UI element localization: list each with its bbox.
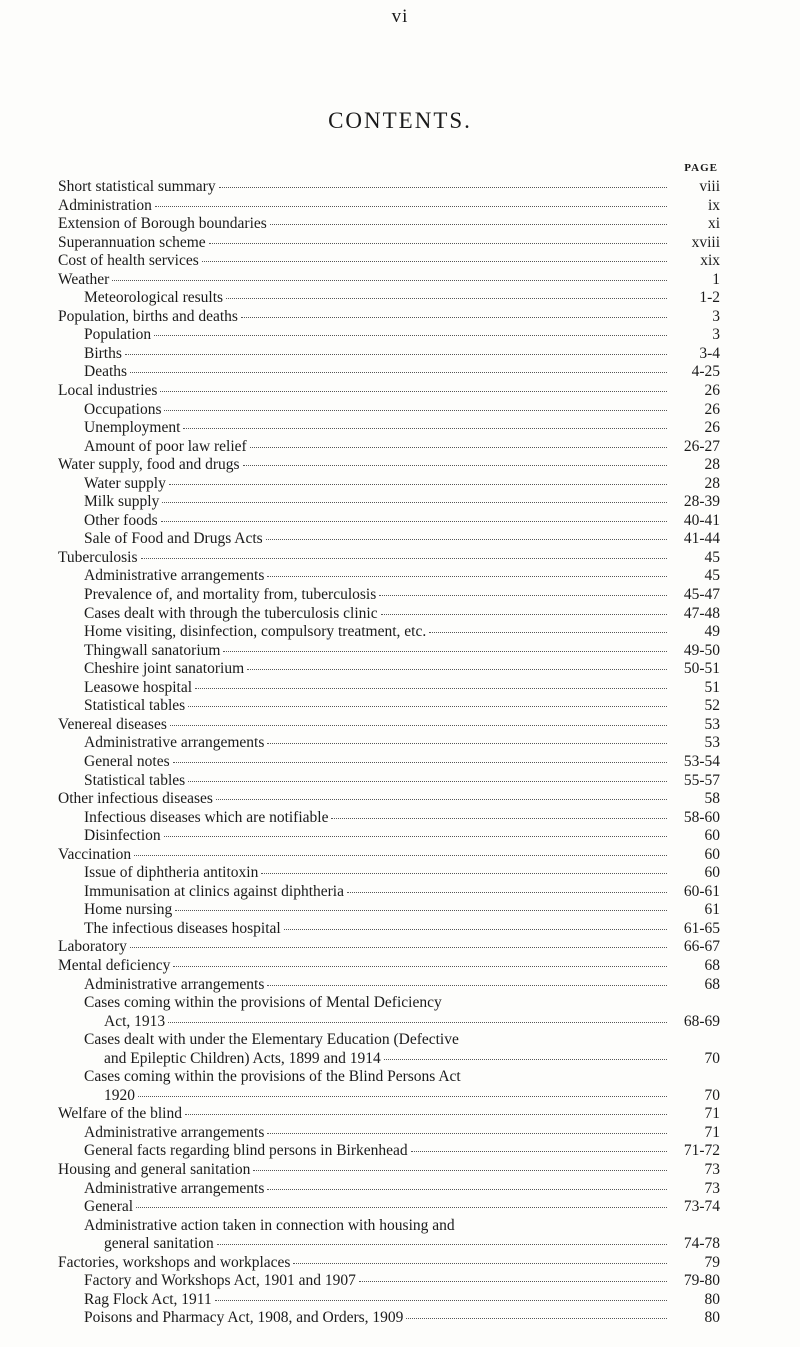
dot-leader	[293, 1263, 667, 1264]
dot-leader	[406, 1318, 667, 1319]
toc-entry-page: 60	[704, 827, 720, 845]
toc-entry-title: Occupations	[84, 400, 162, 418]
dot-leader	[217, 1244, 667, 1245]
toc-entry-page: 26-27	[683, 437, 720, 455]
dot-leader	[195, 688, 667, 689]
toc-entry	[58, 772, 720, 791]
toc-entry-title: Act, 1913	[104, 1012, 166, 1030]
dot-leader	[161, 521, 667, 522]
dot-leader	[130, 372, 667, 373]
dot-leader	[381, 614, 667, 615]
toc-entry-title: Population, births and deaths	[58, 307, 238, 325]
toc-entry-title: Laboratory	[58, 938, 127, 956]
toc-entry-title: Population	[84, 326, 152, 344]
toc-entry-page: 4-25	[691, 363, 720, 381]
dot-leader	[253, 1170, 667, 1171]
toc-entry-page: viii	[699, 178, 720, 195]
toc-entry-title: Infectious diseases which are notifiable	[84, 808, 329, 826]
toc-entry-page: 79-80	[683, 1272, 720, 1290]
toc-entry	[58, 1161, 720, 1180]
toc-entry-title: Cases dealt with under the Elementary Education (Defective	[84, 1031, 459, 1049]
toc-entry-title: General facts regarding blind persons in Birkenhead	[84, 1142, 408, 1160]
page-column-label: PAGE	[684, 162, 718, 174]
toc-entry-title: Sale of Food and Drugs Acts	[84, 530, 263, 548]
dot-leader	[347, 892, 667, 893]
toc-entry-title: Cases coming within the provisions of the Blind Persons Act	[84, 1068, 461, 1086]
toc-entry-page: 58-60	[683, 808, 720, 826]
toc-entry-title: General notes	[84, 752, 170, 770]
toc-entry-title: Other foods	[84, 511, 158, 529]
page-title: CONTENTS.	[328, 108, 472, 133]
toc-entry-page: 49	[704, 623, 720, 641]
toc-entry-title: Factories, workshops and workplaces	[58, 1253, 291, 1271]
dot-leader	[266, 539, 667, 540]
toc-entry-title: Cases dealt with through the tuberculosis clinic	[84, 604, 378, 622]
toc-entry-title: Statistical tables	[84, 697, 186, 715]
toc-entry	[58, 734, 720, 753]
dot-leader	[379, 595, 667, 596]
toc-entry	[58, 901, 720, 920]
toc-entry-title: Administrative action taken in connection with housing and	[84, 1216, 455, 1234]
toc-entry	[58, 475, 720, 494]
dot-leader	[359, 1281, 667, 1282]
toc-entry	[58, 438, 720, 457]
toc-entry-page: 49-50	[683, 641, 720, 659]
toc-entry-page: 50-51	[683, 660, 720, 678]
dot-leader	[411, 1151, 667, 1152]
toc-entry-title: Thingwall sanatorium	[84, 641, 221, 659]
toc-entry	[58, 401, 720, 420]
toc-entry-page: 3	[712, 307, 720, 325]
toc-entry-page: 40-41	[683, 511, 720, 529]
toc-entry-page: 45	[704, 548, 720, 566]
toc-entry-page: 70	[704, 1086, 720, 1104]
toc-entry-title: Cases coming within the provisions of Mental Deficiency	[84, 994, 442, 1012]
dot-leader	[138, 1096, 667, 1097]
toc-entry-page: 1	[712, 270, 720, 288]
dot-leader	[170, 725, 667, 726]
toc-entry-page: 71	[704, 1105, 720, 1123]
toc-entry	[58, 1031, 720, 1050]
toc-entry	[58, 363, 720, 382]
dot-leader	[175, 910, 667, 911]
toc-entry-title: The infectious diseases hospital	[84, 919, 281, 937]
toc-entry-page: 74-78	[683, 1235, 720, 1253]
toc-entry-title: Home visiting, disinfection, compulsory treatment, etc.	[84, 623, 427, 641]
toc-entry-title: Superannuation scheme	[58, 233, 206, 251]
toc-entry-title: Home nursing	[84, 901, 173, 919]
toc-entry-page: 55-57	[683, 771, 720, 789]
toc-entry	[58, 345, 720, 364]
toc-entry-title: Local industries	[58, 382, 158, 400]
toc-entry-title: Meteorological results	[84, 289, 224, 307]
toc-entry-title: Births	[84, 344, 122, 362]
toc-entry	[58, 883, 720, 902]
page-number: vi	[391, 6, 409, 27]
dot-leader	[261, 873, 667, 874]
toc-entry-title: 1920	[104, 1086, 135, 1104]
toc-entry-title: Extension of Borough boundaries	[58, 215, 267, 233]
toc-entry-title: Administrative arrangements	[84, 975, 265, 993]
toc-entry-page: 53	[704, 734, 720, 752]
dot-leader	[209, 243, 667, 244]
toc-entry-page: 73-74	[683, 1198, 720, 1216]
toc-entry	[58, 419, 720, 438]
toc-entry-title: Amount of poor law relief	[84, 437, 247, 455]
dot-leader	[125, 354, 667, 355]
toc-entry-page: 28	[704, 456, 720, 474]
toc-entry-page: 70	[704, 1049, 720, 1067]
toc-entry	[58, 1235, 720, 1254]
toc-entry	[58, 586, 720, 605]
toc-entry-page: 68	[704, 975, 720, 993]
dot-leader	[241, 317, 667, 318]
dot-leader	[134, 855, 667, 856]
toc-entry	[58, 846, 720, 865]
toc-entry	[58, 679, 720, 698]
dot-leader	[160, 391, 667, 392]
toc-entry	[58, 1309, 720, 1328]
toc-entry-page: xviii	[691, 233, 720, 251]
toc-entry	[58, 938, 720, 957]
dot-leader	[331, 818, 667, 819]
toc-entry-page: 60-61	[683, 882, 720, 900]
toc-entry-title: Administration	[58, 196, 152, 214]
toc-entry-page: 73	[704, 1160, 720, 1178]
toc-entry-title: Leasowe hospital	[84, 678, 193, 696]
toc-entry-page: 3	[712, 326, 720, 344]
toc-entry-title: Welfare of the blind	[58, 1105, 182, 1123]
toc-entry	[58, 197, 720, 216]
table-of-contents	[58, 178, 720, 1328]
dot-leader	[384, 1059, 667, 1060]
toc-entry	[58, 512, 720, 531]
toc-entry-page: 68	[704, 956, 720, 974]
toc-entry-page: 60	[704, 845, 720, 863]
toc-entry	[58, 1254, 720, 1273]
dot-leader	[164, 836, 667, 837]
dot-leader	[202, 261, 667, 262]
toc-entry-title: Mental deficiency	[58, 956, 171, 974]
toc-entry-title: Vaccination	[58, 845, 132, 863]
toc-entry-title: Housing and general sanitation	[58, 1160, 251, 1178]
toc-entry-page: ix	[707, 196, 720, 214]
toc-entry-title: Statistical tables	[84, 771, 186, 789]
toc-entry	[58, 1272, 720, 1291]
toc-entry-page: 41-44	[683, 530, 720, 548]
toc-entry	[58, 1124, 720, 1143]
toc-entry-page: 80	[704, 1290, 720, 1308]
dot-leader	[155, 206, 667, 207]
toc-entry	[58, 976, 720, 995]
dot-leader	[162, 502, 667, 503]
dot-leader	[168, 1022, 667, 1023]
dot-leader	[130, 947, 667, 948]
toc-entry-page: 61-65	[683, 919, 720, 937]
toc-entry-title: Short statistical summary	[58, 178, 216, 195]
toc-entry	[58, 994, 720, 1013]
toc-entry-title: Administrative arrangements	[84, 734, 265, 752]
toc-entry-page: 71-72	[683, 1142, 720, 1160]
toc-entry-title: Cost of health services	[58, 252, 199, 270]
toc-entry	[58, 271, 720, 290]
toc-entry-title: Venereal diseases	[58, 715, 167, 733]
toc-entry	[58, 864, 720, 883]
toc-entry-page: 51	[704, 678, 720, 696]
toc-entry	[58, 530, 720, 549]
toc-entry	[58, 920, 720, 939]
toc-entry	[58, 234, 720, 253]
dot-leader	[164, 410, 667, 411]
toc-entry-page: xix	[700, 252, 720, 270]
toc-entry	[58, 1198, 720, 1217]
dot-leader	[188, 781, 667, 782]
toc-entry-title: Issue of diphtheria antitoxin	[84, 864, 259, 882]
toc-entry-page: 60	[704, 864, 720, 882]
dot-leader	[226, 298, 667, 299]
dot-leader	[267, 743, 667, 744]
dot-leader	[154, 335, 667, 336]
dot-leader	[185, 1114, 667, 1115]
toc-entry	[58, 1068, 720, 1087]
toc-entry-page: xi	[707, 215, 720, 233]
toc-entry-title: General	[84, 1198, 134, 1216]
toc-entry-page: 28	[704, 474, 720, 492]
dot-leader	[267, 985, 667, 986]
dot-leader	[169, 484, 667, 485]
toc-entry-page: 26	[704, 419, 720, 437]
toc-entry	[58, 1291, 720, 1310]
dot-leader	[270, 224, 667, 225]
toc-entry-title: and Epileptic Children) Acts, 1899 and 1914	[104, 1049, 381, 1067]
toc-entry-title: Disinfection	[84, 827, 161, 845]
toc-entry-page: 28-39	[683, 493, 720, 511]
toc-entry-page: 71	[704, 1123, 720, 1141]
toc-entry-page: 45-47	[683, 586, 720, 604]
toc-entry	[58, 790, 720, 809]
toc-entry-title: Factory and Workshops Act, 1901 and 1907	[84, 1272, 356, 1290]
toc-entry-page: 53-54	[683, 752, 720, 770]
toc-entry-title: general sanitation	[104, 1235, 214, 1253]
toc-entry	[58, 623, 720, 642]
toc-entry-page: 58	[704, 790, 720, 808]
dot-leader	[247, 669, 667, 670]
toc-entry-page: 80	[704, 1309, 720, 1327]
toc-entry	[58, 753, 720, 772]
toc-entry	[58, 215, 720, 234]
toc-entry-title: Rag Flock Act, 1911	[84, 1290, 212, 1308]
toc-entry-page: 45	[704, 567, 720, 585]
dot-leader	[215, 1300, 667, 1301]
toc-entry-page: 73	[704, 1179, 720, 1197]
toc-entry-page: 26	[704, 400, 720, 418]
toc-entry	[58, 326, 720, 345]
dot-leader	[188, 706, 667, 707]
dot-leader	[183, 428, 667, 429]
toc-entry	[58, 1142, 720, 1161]
toc-entry-page: 61	[704, 901, 720, 919]
dot-leader	[136, 1207, 667, 1208]
dot-leader	[112, 280, 667, 281]
toc-entry-title: Water supply, food and drugs	[58, 456, 240, 474]
toc-entry-title: Milk supply	[84, 493, 160, 511]
toc-entry-page: 66-67	[683, 938, 720, 956]
toc-entry-title: Poisons and Pharmacy Act, 1908, and Orders, 1909	[84, 1309, 404, 1327]
toc-entry	[58, 493, 720, 512]
dot-leader	[250, 447, 667, 448]
dot-leader	[267, 1133, 667, 1134]
toc-entry-title: Administrative arrangements	[84, 1123, 265, 1141]
toc-entry	[58, 1217, 720, 1236]
toc-entry-title: Prevalence of, and mortality from, tuberculosis	[84, 586, 377, 604]
toc-entry-page: 68-69	[683, 1012, 720, 1030]
toc-entry-title: Deaths	[84, 363, 128, 381]
toc-entry	[58, 605, 720, 624]
toc-entry	[58, 1105, 720, 1124]
toc-entry	[58, 957, 720, 976]
dot-leader	[429, 632, 667, 633]
toc-entry	[58, 716, 720, 735]
dot-leader	[243, 465, 667, 466]
toc-entry	[58, 456, 720, 475]
toc-entry-title: Weather	[58, 270, 110, 288]
toc-entry	[58, 1180, 720, 1199]
toc-entry	[58, 252, 720, 271]
dot-leader	[267, 1189, 667, 1190]
toc-entry-title: Other infectious diseases	[58, 790, 213, 808]
toc-entry-page: 26	[704, 382, 720, 400]
toc-entry	[58, 178, 720, 197]
toc-entry-title: Tuberculosis	[58, 548, 138, 566]
toc-entry-title: Unemployment	[84, 419, 181, 437]
toc-entry	[58, 1050, 720, 1069]
toc-entry-title: Administrative arrangements	[84, 1179, 265, 1197]
toc-entry	[58, 549, 720, 568]
toc-entry	[58, 809, 720, 828]
toc-entry-title: Administrative arrangements	[84, 567, 265, 585]
toc-entry-page: 53	[704, 715, 720, 733]
dot-leader	[223, 651, 667, 652]
toc-entry	[58, 308, 720, 327]
toc-entry-title: Immunisation at clinics against diphtheria	[84, 882, 344, 900]
toc-entry-page: 79	[704, 1253, 720, 1271]
toc-entry	[58, 382, 720, 401]
dot-leader	[267, 576, 667, 577]
toc-entry-page: 47-48	[683, 604, 720, 622]
dot-leader	[216, 799, 667, 800]
dot-leader	[284, 929, 667, 930]
toc-entry-title: Water supply	[84, 474, 166, 492]
toc-entry	[58, 567, 720, 586]
dot-leader	[173, 966, 667, 967]
toc-entry-page: 1-2	[699, 289, 720, 307]
toc-entry	[58, 697, 720, 716]
dot-leader	[173, 762, 667, 763]
toc-entry	[58, 660, 720, 679]
dot-leader	[141, 558, 667, 559]
toc-entry-page: 52	[704, 697, 720, 715]
toc-entry	[58, 1087, 720, 1106]
toc-entry	[58, 1013, 720, 1032]
toc-entry-title: Cheshire joint sanatorium	[84, 660, 245, 678]
toc-entry-page: 3-4	[699, 344, 720, 362]
toc-entry	[58, 642, 720, 661]
toc-entry	[58, 289, 720, 308]
toc-entry	[58, 827, 720, 846]
dot-leader	[219, 187, 667, 188]
